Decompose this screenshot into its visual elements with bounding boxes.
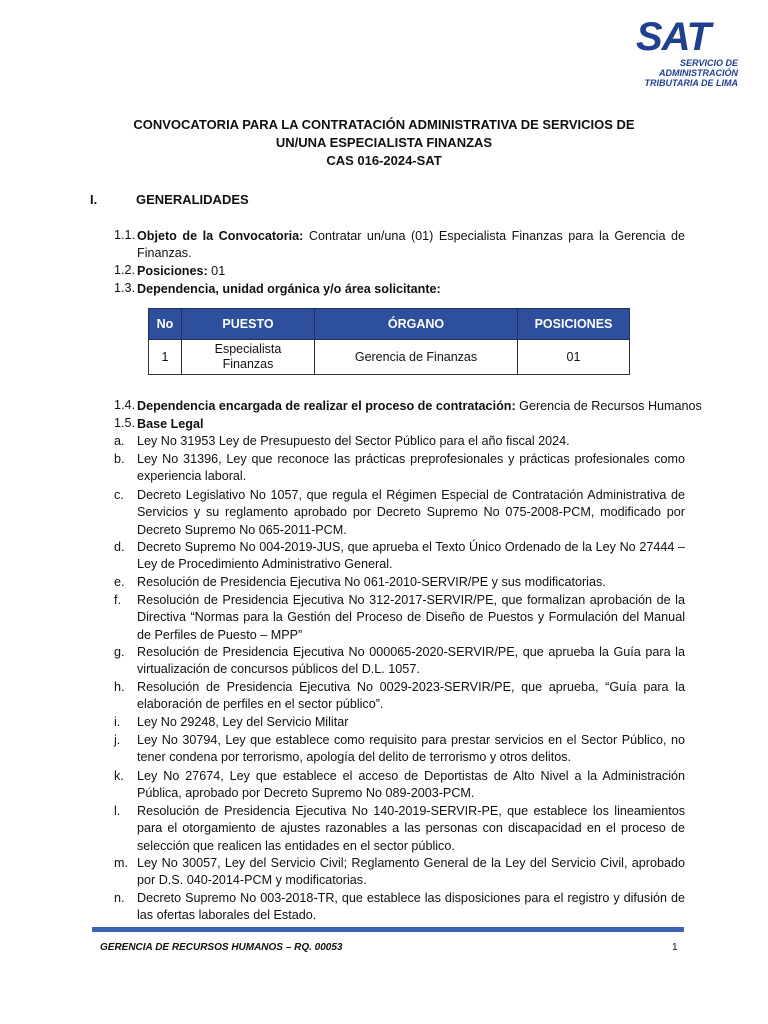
legal-item-letter: m. (114, 856, 128, 870)
item-text: 01 (207, 264, 226, 278)
item-dependencia-encargada (137, 398, 702, 415)
column-header: POSICIONES (518, 309, 630, 340)
legal-item-letter: j. (114, 733, 121, 747)
legal-item-text: Resolución de Presidencia Ejecutiva No 140-2019-SERVIR-PE, que establece los lineamientos para el otorgamiento de ajustes razonables a las personas con discapacidad en el proceso de selección que realicen las entidades en el sector público. (137, 804, 685, 853)
page-number: 1 (672, 942, 678, 953)
legal-item-letter: c. (114, 488, 124, 502)
table-cell: 1 (149, 340, 182, 375)
item-number: 1.5. (114, 416, 136, 430)
legal-item-text: Ley No 30057, Ley del Servicio Civil; Reglamento General de la Ley del Servicio Civil, aprobado por D.S. 040-2014-PCM y modificatorias. (137, 856, 685, 888)
legal-item-text: Ley No 27674, Ley que establece el acceso de Deportistas de Alto Nivel a la Administración Pública, aprobado por Decreto Supremo No 089-2003-PCM. (137, 769, 685, 801)
item-number: 1.4. (114, 398, 136, 412)
item-base-legal: Base Legal (137, 417, 204, 431)
item-posiciones (137, 263, 225, 280)
legal-item-letter: g. (114, 645, 125, 659)
item-dependencia: Dependencia, unidad orgánica y/o área solicitante: (137, 282, 441, 296)
legal-item-text: Resolución de Presidencia Ejecutiva No 000065-2020-SERVIR/PE, que aprueba la Guía para la virtualización de concursos públicos del D.L. 1057. (137, 645, 685, 677)
legal-item-text: Ley No 31396, Ley que reconoce las prácticas preprofesionales y prácticas profesionales como experiencia laboral. (137, 452, 685, 484)
footer-text: GERENCIA DE RECURSOS HUMANOS – RQ. 00053 (100, 942, 343, 953)
sat-logo (618, 16, 738, 86)
table-cell: Especialista Finanzas (182, 340, 315, 375)
legal-item-letter: l. (114, 804, 121, 818)
logo-line-3: TRIBUTARIA DE LIMA (644, 78, 738, 88)
legal-item-text: Ley No 29248, Ley del Servicio Militar (137, 715, 349, 729)
item-number: 1.3. (114, 281, 136, 295)
logo-line-1: SERVICIO DE (679, 58, 738, 68)
item-number: 1.2. (114, 263, 136, 277)
legal-item-letter: a. (114, 434, 125, 448)
section-heading (90, 192, 249, 207)
legal-item-letter: b. (114, 452, 125, 466)
table-row (149, 340, 630, 375)
item-label: Posiciones: (137, 264, 208, 278)
item-label: Objeto de la Convocatoria: (137, 229, 304, 243)
legal-item-text: Decreto Supremo No 003-2018-TR, que establece las disposiciones para el registro y difusión de las ofertas laborales del Estado. (137, 891, 685, 923)
legal-item-letter: i. (114, 715, 121, 729)
logo-line-2: ADMINISTRACIÓN (659, 68, 738, 78)
logo-subtitle (618, 58, 738, 88)
table-cell: 01 (518, 340, 630, 375)
legal-item-text: Resolución de Presidencia Ejecutiva No 0029-2023-SERVIR/PE, que aprueba, “Guía para la elaboración de perfiles en el sector público”. (137, 680, 685, 712)
legal-item-letter: e. (114, 575, 125, 589)
legal-item-text: Resolución de Presidencia Ejecutiva No 061-2010-SERVIR/PE y sus modificatorias. (137, 575, 606, 589)
legal-item-text: Resolución de Presidencia Ejecutiva No 312-2017-SERVIR/PE, que formalizan aprobación de la Directiva “Normas para la Gestión del Proceso de Diseño de Puestos y Formulación del Manual de Perfiles de Puesto – MPP” (137, 593, 685, 642)
column-header: PUESTO (182, 309, 315, 340)
table-cell: Gerencia de Finanzas (315, 340, 518, 375)
title-line-1: CONVOCATORIA PARA LA CONTRATACIÓN ADMINISTRATIVA DE SERVICIOS DE (133, 117, 635, 132)
column-header: No (149, 309, 182, 340)
legal-item-letter: d. (114, 540, 125, 554)
item-text: Contratar un/una (01) Especialista Finanzas para la Gerencia de Finanzas. (137, 229, 685, 261)
legal-item-text: Ley No 30794, Ley que establece como requisito para prestar servicios en el Sector Público, no tener condena por terrorismo, apología del delito de terrorismo y otros delitos. (137, 733, 685, 765)
title-line-3: CAS 016-2024-SAT (326, 153, 442, 168)
logo-wordmark: SAT (636, 15, 711, 59)
table-header-row (149, 309, 630, 340)
legal-item-text: Decreto Legislativo No 1057, que regula el Régimen Especial de Contratación Administrativa de Servicios y su reglamento aprobado por Decreto Supremo No 075-2008-PCM, modificado por Decreto Supremo No 065-2011-PCM. (137, 488, 685, 537)
footer-divider (92, 927, 684, 932)
document-title (0, 116, 768, 170)
column-header: ÓRGANO (315, 309, 518, 340)
item-label: Dependencia encargada de realizar el proceso de contratación: (137, 399, 516, 413)
item-number: 1.1. (114, 228, 136, 242)
legal-item-letter: k. (114, 769, 124, 783)
legal-item-text: Ley No 31953 Ley de Presupuesto del Sector Público para el año fiscal 2024. (137, 434, 570, 448)
legal-item-letter: h. (114, 680, 125, 694)
title-line-2: UN/UNA ESPECIALISTA FINANZAS (275, 135, 493, 150)
positions-table (148, 308, 630, 375)
legal-item-letter: f. (114, 593, 121, 607)
legal-item-text: Decreto Supremo No 004-2019-JUS, que aprueba el Texto Único Ordenado de la Ley No 27444 – Ley de Procedimiento Administrativo General. (137, 540, 685, 572)
item-text: Gerencia de Recursos Humanos (515, 399, 702, 413)
item-objeto (137, 228, 685, 263)
legal-item-letter: n. (114, 891, 125, 905)
section-number: I. (90, 192, 98, 207)
section-title: GENERALIDADES (136, 192, 249, 207)
